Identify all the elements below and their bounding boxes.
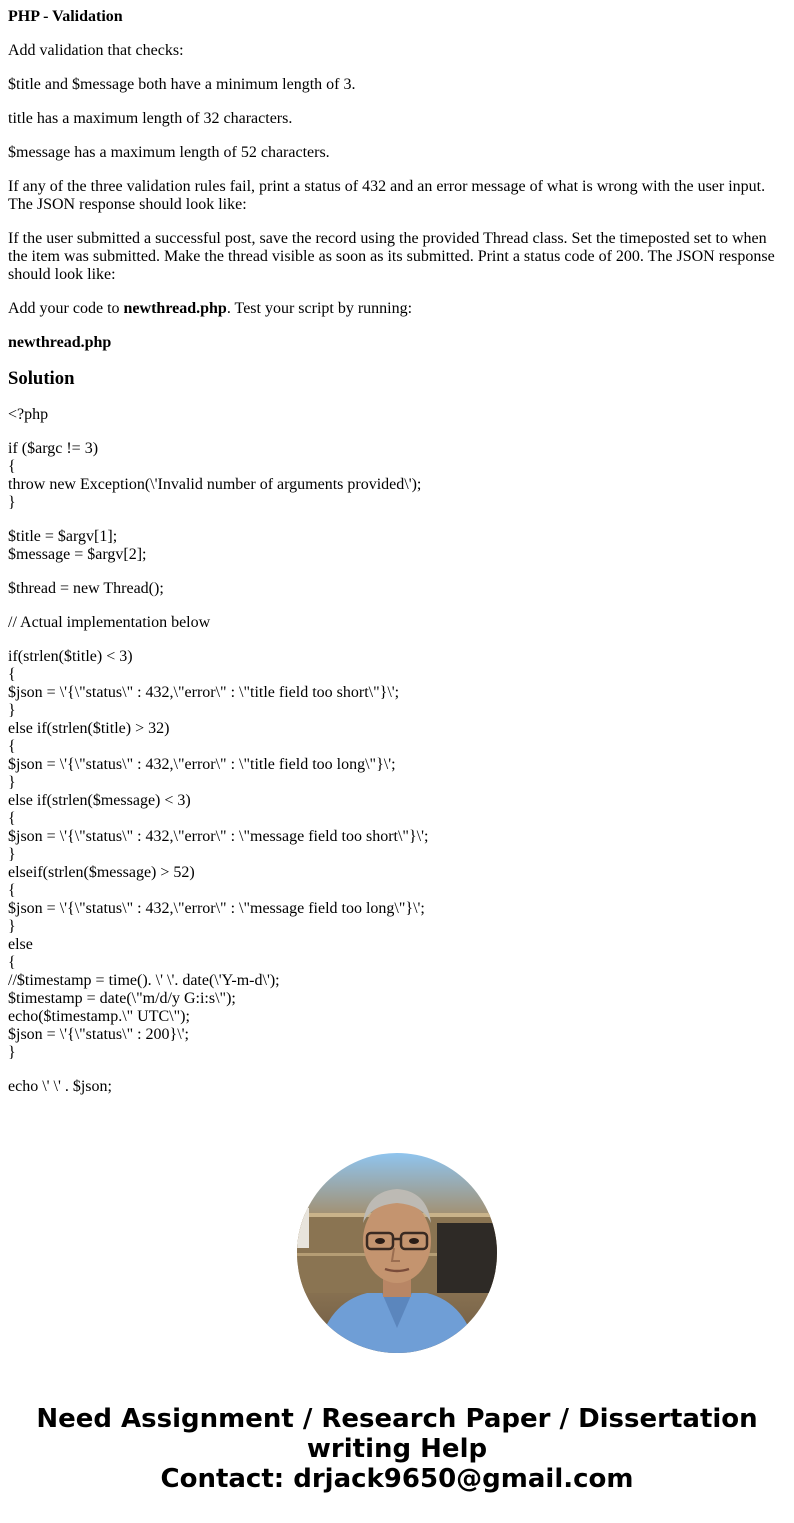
code-line: if ($argc != 3) bbox=[8, 440, 99, 457]
code-line: { bbox=[8, 954, 16, 971]
validation-rule-min-length: $title and $message both have a minimum length of 3. bbox=[8, 76, 356, 93]
code-line: elseif(strlen($message) > 52) bbox=[8, 864, 195, 881]
validation-rule-title-max: title has a maximum length of 32 characters. bbox=[8, 110, 293, 127]
run-command: newthread.php bbox=[8, 334, 112, 351]
code-line: { bbox=[8, 458, 16, 475]
code-block bbox=[8, 528, 786, 564]
solution-code bbox=[8, 406, 786, 1096]
code-block bbox=[8, 648, 786, 1062]
code-line: $title = $argv[1]; bbox=[8, 528, 118, 545]
validation-rule-message-max: $message has a maximum length of 52 characters. bbox=[8, 144, 330, 161]
add-code-filename: newthread.php bbox=[123, 300, 227, 317]
code-block bbox=[8, 614, 786, 632]
code-block bbox=[8, 1078, 786, 1096]
solution-heading: Solution bbox=[8, 368, 75, 389]
author-portrait-image bbox=[297, 1153, 497, 1353]
code-line: } bbox=[8, 702, 16, 719]
code-block bbox=[8, 406, 786, 424]
code-line: $json = \'{\"status\" : 432,\"error\" : \"message field too long\"}\'; bbox=[8, 900, 425, 917]
code-line: echo($timestamp.\" UTC\"); bbox=[8, 1008, 190, 1025]
code-line: //$timestamp = time(). \' \'. date(\'Y-m-d\'); bbox=[8, 972, 280, 989]
question-title: PHP - Validation bbox=[8, 8, 123, 25]
fail-instructions: If any of the three validation rules fail, print a status of 432 and an error message of what is wrong with the user input. The JSON response should look like: bbox=[8, 178, 766, 213]
question-intro: Add validation that checks: bbox=[8, 42, 184, 59]
code-line: $json = \'{\"status\" : 432,\"error\" : \"title field too short\"}\'; bbox=[8, 684, 400, 701]
add-code-prefix: Add your code to bbox=[8, 300, 124, 317]
success-instructions: If the user submitted a successful post, save the record using the provided Thread class. Set the timeposted set to when the item was submitted. Make the thread visible as soon as its submitted. Print a status code of 200. The JSON response should look like: bbox=[8, 230, 775, 283]
code-line: $json = \'{\"status\" : 200}\'; bbox=[8, 1026, 189, 1043]
code-line: } bbox=[8, 494, 16, 511]
code-block bbox=[8, 580, 786, 598]
code-line: throw new Exception(\'Invalid number of arguments provided\'); bbox=[8, 476, 422, 493]
code-line: else if(strlen($message) < 3) bbox=[8, 792, 191, 809]
code-line: { bbox=[8, 738, 16, 755]
code-line: $json = \'{\"status\" : 432,\"error\" : \"title field too long\"}\'; bbox=[8, 756, 396, 773]
code-line: $message = $argv[2]; bbox=[8, 546, 147, 563]
code-line: <?php bbox=[8, 406, 49, 423]
code-line: $json = \'{\"status\" : 432,\"error\" : \"message field too short\"}\'; bbox=[8, 828, 429, 845]
code-line: } bbox=[8, 846, 16, 863]
code-line: { bbox=[8, 810, 16, 827]
code-line: echo \' \' . $json; bbox=[8, 1078, 112, 1095]
banner-line-2: writing Help bbox=[306, 1434, 488, 1464]
code-line: // Actual implementation below bbox=[8, 614, 211, 631]
code-block bbox=[8, 440, 786, 512]
banner-line-1: Need Assignment / Research Paper / Dissertation bbox=[36, 1404, 758, 1434]
add-code-suffix: . Test your script by running: bbox=[226, 300, 413, 317]
banner-contact-line: Contact: drjack9650@gmail.com bbox=[160, 1464, 634, 1494]
code-line: else bbox=[8, 936, 33, 953]
document-body bbox=[8, 8, 786, 1112]
code-line: } bbox=[8, 774, 16, 791]
code-line: $timestamp = date(\"m/d/y G:i:s\"); bbox=[8, 990, 236, 1007]
code-line: else if(strlen($title) > 32) bbox=[8, 720, 170, 737]
add-code-instructions bbox=[8, 300, 786, 318]
code-line: { bbox=[8, 882, 16, 899]
author-photo bbox=[297, 1153, 497, 1353]
code-line: { bbox=[8, 666, 16, 683]
code-line: } bbox=[8, 1044, 16, 1061]
code-line: if(strlen($title) < 3) bbox=[8, 648, 133, 665]
contact-banner bbox=[0, 1404, 794, 1494]
code-line: } bbox=[8, 918, 16, 935]
code-line: $thread = new Thread(); bbox=[8, 580, 164, 597]
